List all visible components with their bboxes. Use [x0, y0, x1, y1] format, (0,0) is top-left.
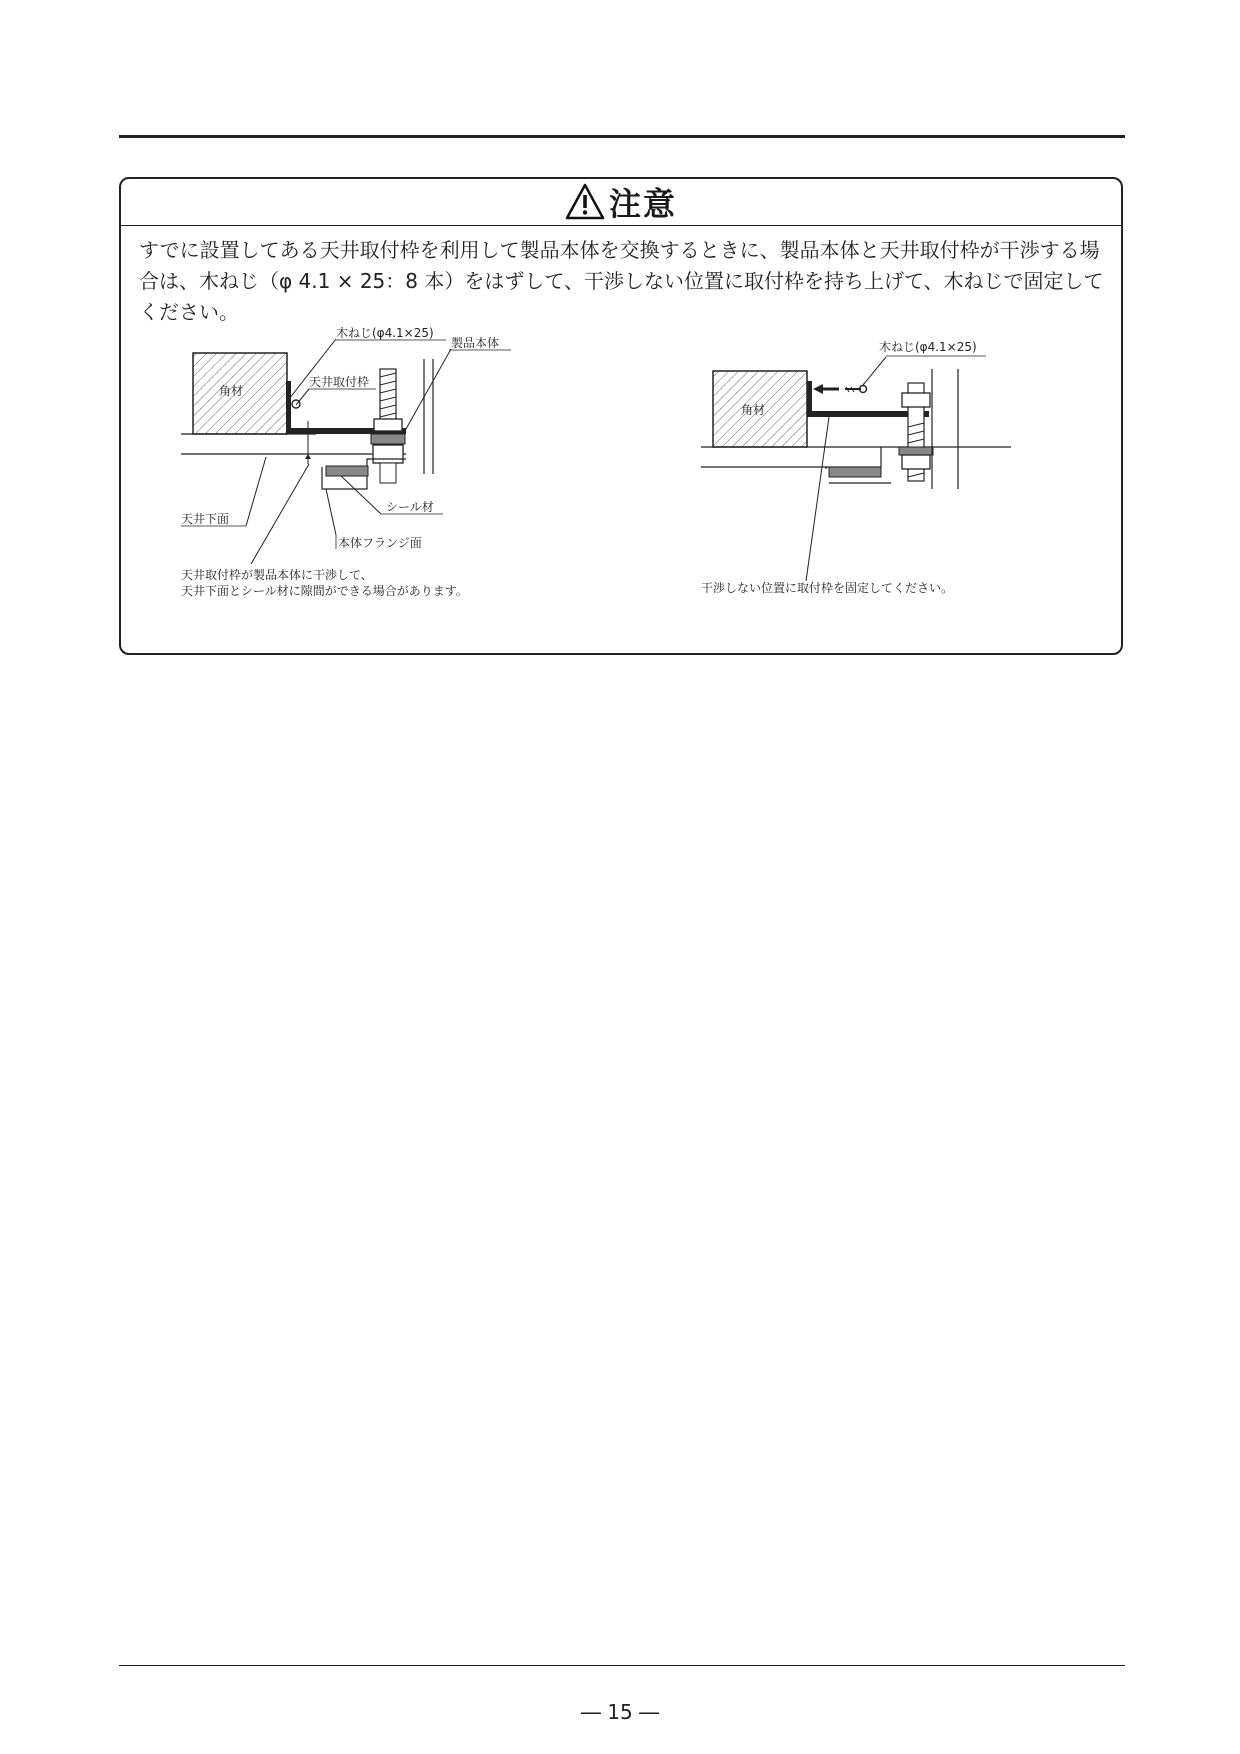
caption-left-line2: 天井下面とシール材に隙間ができる場合があります。: [181, 584, 468, 598]
label-ceiling-frame: 天井取付枠: [309, 375, 370, 389]
ceiling-frame: [286, 381, 291, 431]
caution-box: [119, 177, 1123, 655]
caution-body-text: すでに設置してある天井取付枠を利用して製品本体を交換するときに、製品本体と天井取付枠が干渉する場合は、木ねじ（φ 4.1 × 25：8 本）をはずして、干渉しない位置に取付枠を持ち上げて、木ねじで固定してください。: [139, 238, 1104, 324]
label-block-right: 角材: [741, 403, 766, 417]
seal-material: [326, 466, 368, 476]
label-block: 角材: [219, 384, 244, 398]
label-screw: 木ねじ(φ4.1×25): [336, 326, 434, 340]
label-flange: 本体フランジ面: [338, 536, 422, 550]
caution-header: [121, 179, 1121, 226]
label-screw-right: 木ねじ(φ4.1×25): [879, 340, 977, 354]
caution-title: 注意: [608, 185, 677, 223]
caption-left-line1: 天井取付枠が製品本体に干渉して、: [181, 568, 373, 582]
figure-right: [701, 339, 1101, 639]
top-rule: [119, 135, 1125, 138]
caption-right: 干渉しない位置に取付枠を固定してください。: [701, 581, 954, 595]
warning-icon: [565, 183, 605, 221]
label-seal: シール材: [386, 500, 434, 514]
label-ceiling-surface: 天井下面: [181, 512, 230, 526]
page-number: ― 15 ―: [580, 1700, 660, 1724]
bottom-rule: [119, 1665, 1125, 1666]
figure-left: [181, 326, 701, 649]
label-product-body: 製品本体: [451, 336, 500, 350]
